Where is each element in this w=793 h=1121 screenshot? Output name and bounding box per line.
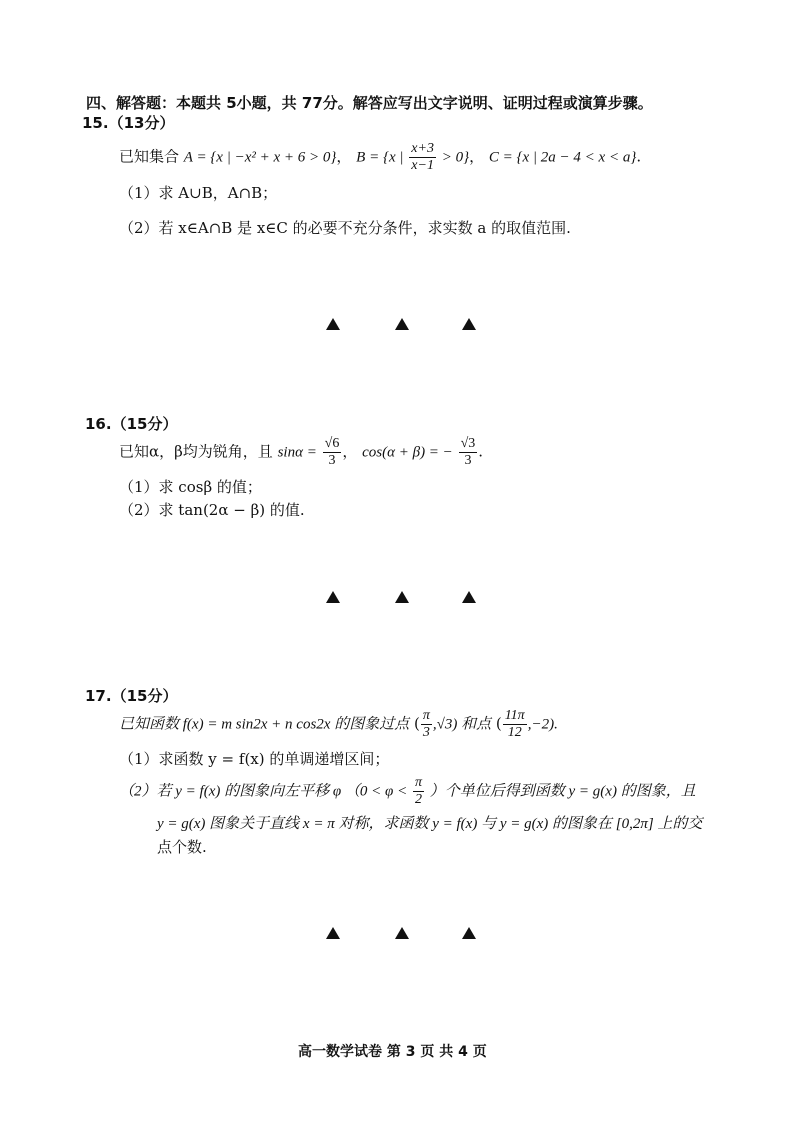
q15-number: 15.（13分）: [82, 114, 175, 132]
placeholder-triangle-6: [462, 591, 476, 603]
placeholder-triangle-5: [395, 591, 409, 603]
q16-sin-numerator: √6: [324, 436, 340, 451]
q16-stem-prefix: 已知α，β均为锐角，且: [119, 442, 273, 461]
placeholder-triangle-1: [326, 318, 340, 330]
q17-point1-tail: ,√3) 和点: [432, 716, 492, 733]
q16-cos-numerator: √3: [460, 436, 476, 451]
q15-set-b-fraction: [409, 141, 436, 174]
q16-sin-fraction: [323, 436, 342, 469]
q15-set-b-denominator: x−1: [411, 158, 434, 173]
q17-point2-numerator: 11π: [504, 708, 525, 723]
q17-part2-line1: [119, 775, 696, 808]
placeholder-triangle-4: [326, 591, 340, 603]
placeholder-triangle-7: [326, 927, 340, 939]
q17-part2-numerator: π: [414, 775, 422, 790]
q16-cos-denominator: 3: [464, 453, 472, 468]
q17-point1-denominator: 3: [422, 725, 430, 740]
q16-cos-left: cos(α + β) = −: [362, 444, 453, 461]
q17-stem: 已知函数 f(x) = m sin2x + n cos2x 的图象过点 ( $\frac{\pi}{3}$ ,√3) 和点 ( $\frac{11\pi}{12}$ ,−2).: [119, 708, 558, 740]
q16-sin-left: sinα =: [277, 444, 317, 461]
placeholder-triangle-8: [395, 927, 409, 939]
q17-part2-b: ）个单位后得到函数 y = g(x) 的图象，且: [429, 783, 696, 800]
q17-part2-a: （2）若 y = f(x) 的图象向左平移 φ （0 < φ <: [119, 783, 408, 800]
q17-part2-line3: 点个数.: [157, 838, 207, 856]
page-footer: 高一数学试卷 第 3 页 共 4 页: [298, 1044, 487, 1060]
placeholder-triangle-9: [462, 927, 476, 939]
q15-part1: （1）求 A∪B，A∩B；: [119, 184, 278, 202]
q17-stem-a: 已知函数 f(x) = m sin2x + n cos2x 的图象过点: [119, 716, 410, 733]
q17-point2-tail: ,−2).: [527, 716, 558, 733]
q17-part2-fraction: [413, 775, 424, 808]
q17-part1: （1）求函数 y = f(x) 的单调递增区间；: [119, 750, 390, 768]
section-heading: 四、解答题：本题共 5小题，共 77分。解答应写出文字说明、证明过程或演算步骤。: [86, 94, 653, 112]
q17-point2-fraction: [503, 708, 527, 741]
q17-part2-line2: y = g(x) 图象关于直线 x = π 对称，求函数 y = f(x) 与 y = g(x) 的图象在 [0,2π] 上的交: [157, 816, 703, 832]
q16-cos-fraction: [459, 436, 478, 469]
q15-set-a: A = {x | −x² + x + 6 > 0}: [183, 149, 337, 166]
q15-set-b-left: B = {x |: [356, 149, 404, 166]
placeholder-triangle-3: [462, 318, 476, 330]
q16-sin-denominator: 3: [328, 453, 336, 468]
q15-stem-prefix: 已知集合: [119, 147, 180, 166]
q17-point1-fraction: [421, 708, 432, 741]
q17-point2-denominator: 12: [507, 725, 522, 740]
q17-point1-numerator: π: [422, 708, 430, 723]
q15-part2: （2）若 x∈A∩B 是 x∈C 的必要不充分条件，求实数 a 的取值范围.: [119, 219, 571, 237]
q17-number: 17.（15分）: [85, 687, 178, 705]
placeholder-triangle-2: [395, 318, 409, 330]
q17-part2-denominator: 2: [414, 792, 422, 807]
q15-set-b-right: > 0}: [441, 149, 470, 166]
q16-stem: 已知α，β均为锐角，且 sinα = $\frac{√6}{3}$ ， cos(α + β) = − $\frac{√3}{3}$ .: [119, 436, 484, 468]
q15-set-b-numerator: x+3: [411, 141, 434, 156]
q16-part2: （2）求 tan(2α − β) 的值.: [119, 501, 305, 519]
q16-number: 16.（15分）: [85, 415, 178, 433]
q15-set-c: C = {x | 2a − 4 < x < a}: [488, 149, 637, 166]
q16-part1: （1）求 cosβ 的值；: [119, 478, 262, 496]
q15-stem: 已知集合 A = {x | −x² + x + 6 > 0}， B = {x | $\frac{x+3}{x-1}$ > 0}， C = {x | 2a − 4 < x < a}.: [119, 141, 642, 173]
